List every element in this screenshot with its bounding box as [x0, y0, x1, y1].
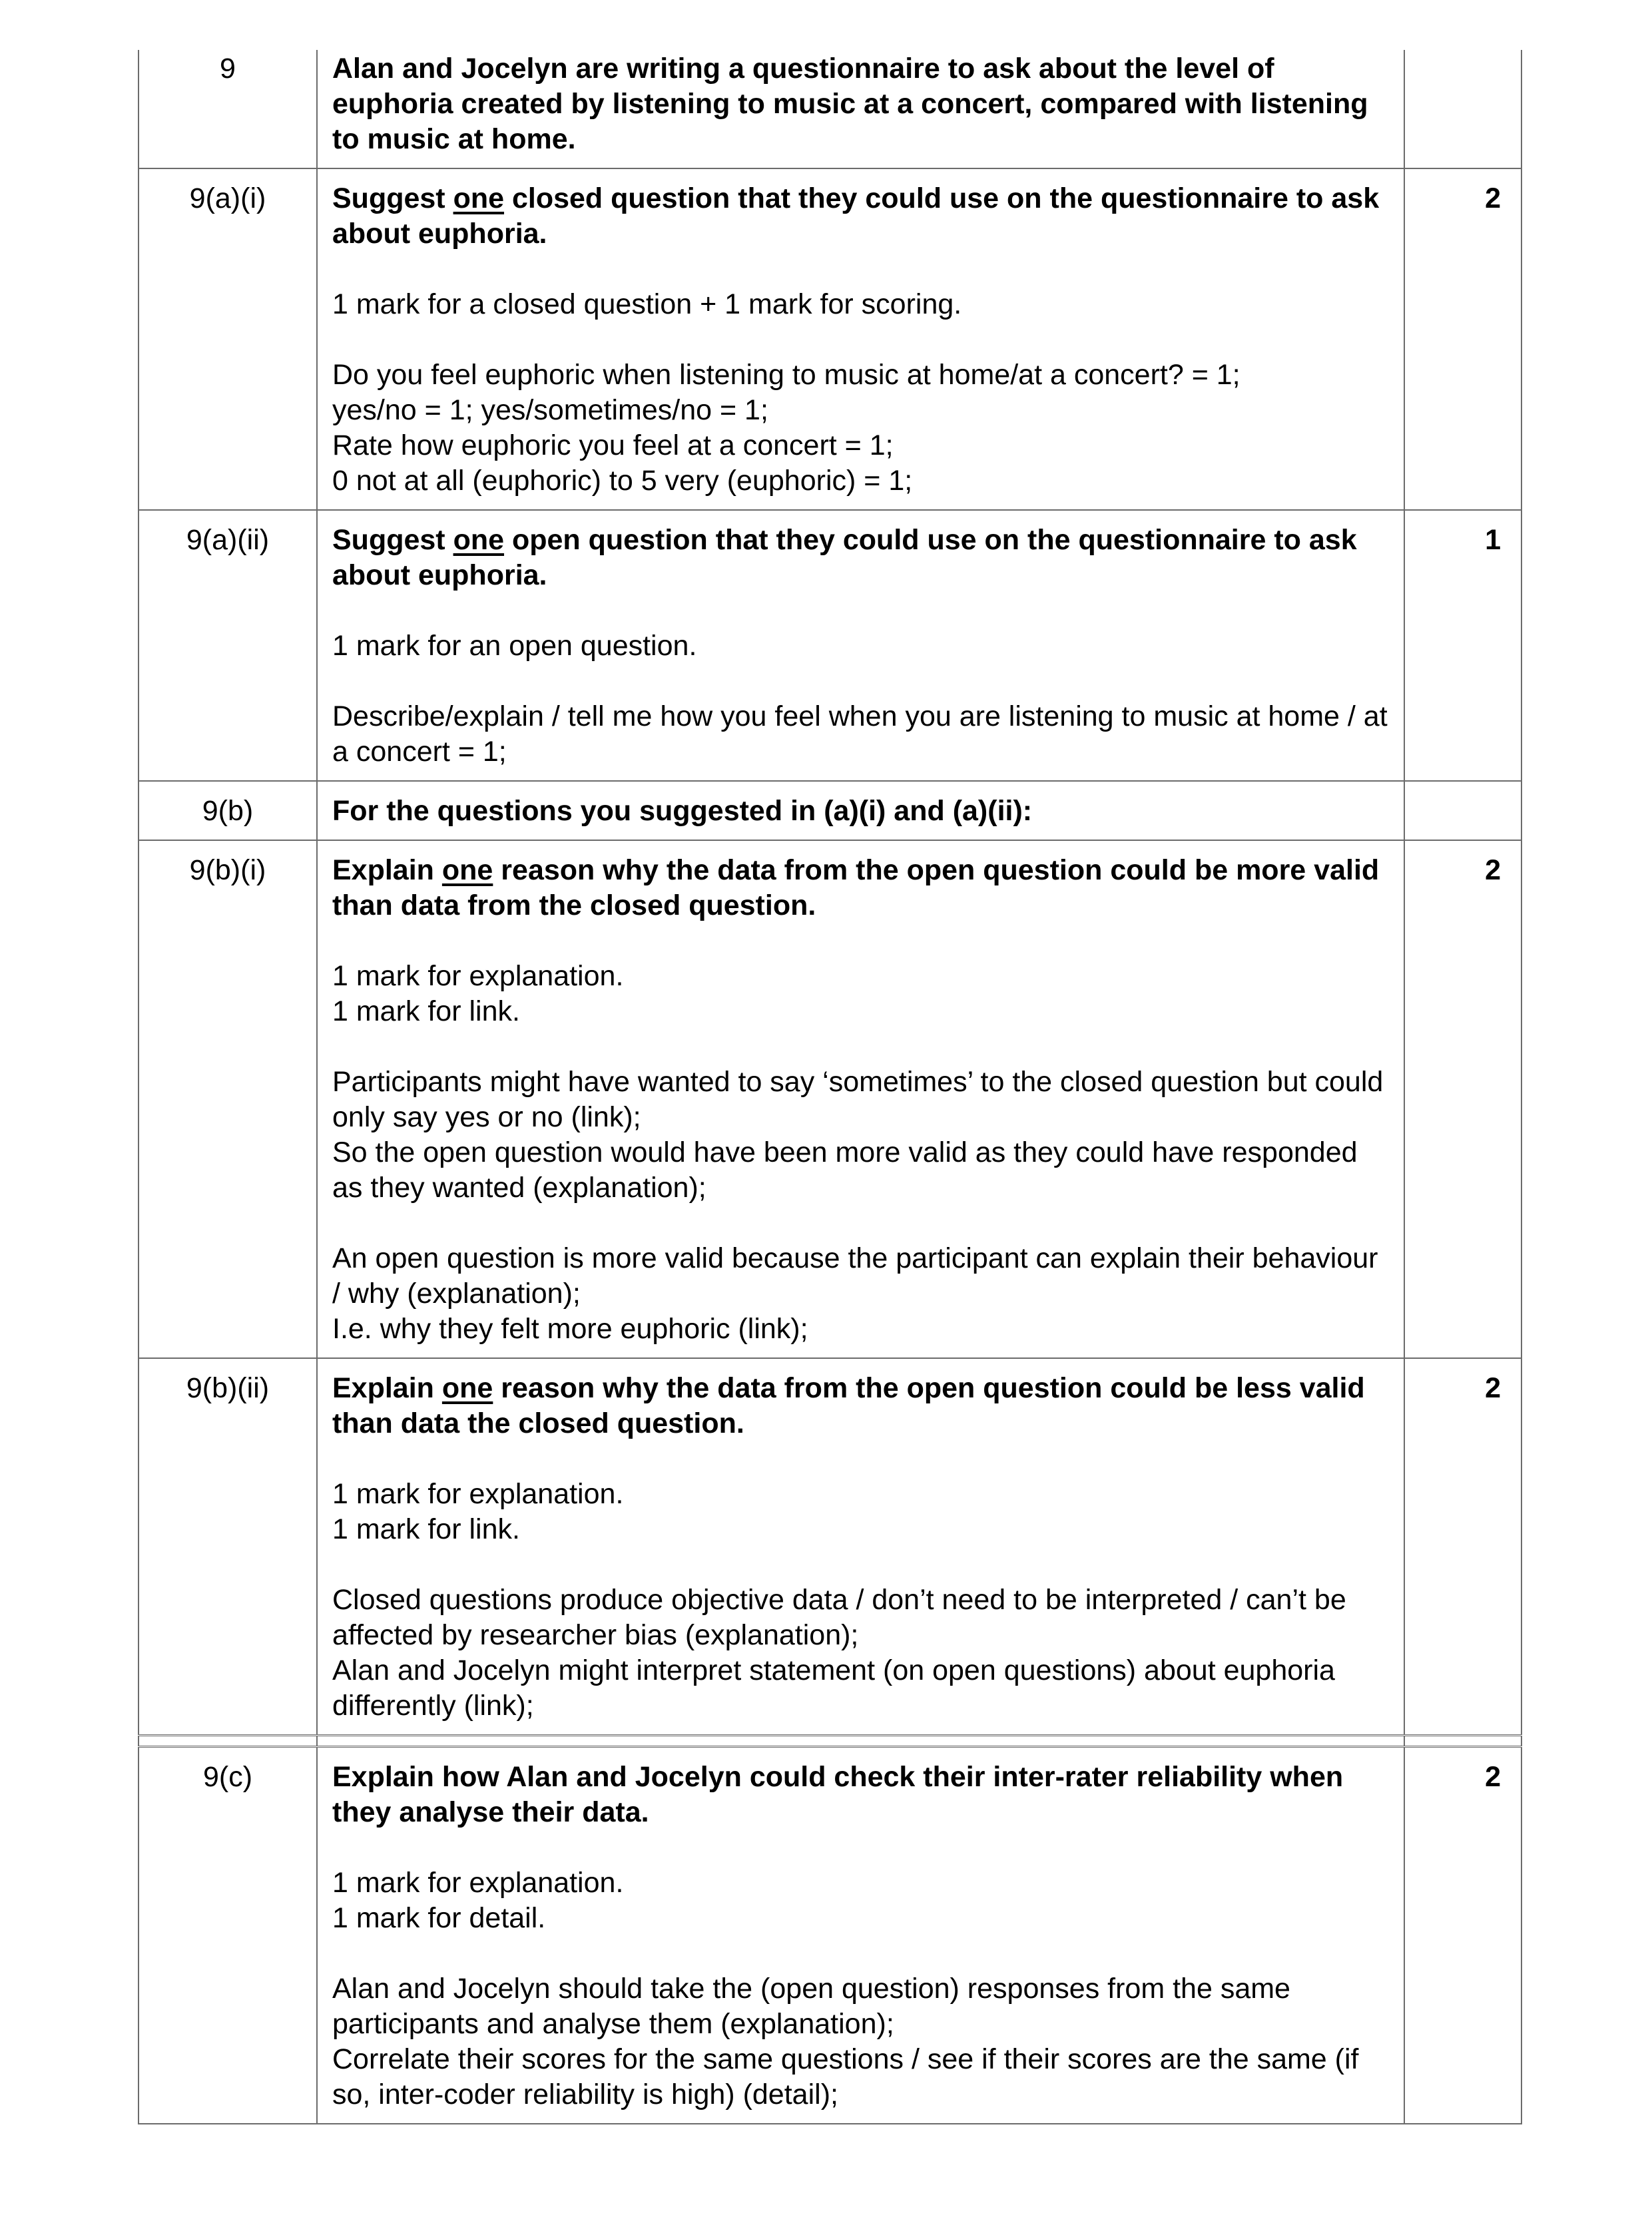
- marking-guidance: 1 mark for explanation. 1 mark for link.: [332, 1478, 624, 1545]
- question-number: 9(b): [138, 781, 317, 840]
- indicative-answers: Describe/explain / tell me how you feel when you are listening to music at home / at a concert = 1;: [332, 700, 1388, 768]
- emphasis-one: one: [441, 1372, 493, 1404]
- question-row-9a-ii: [138, 510, 1521, 781]
- question-number: 9(c): [138, 1747, 317, 2124]
- question-row-9c: [138, 1747, 1521, 2124]
- marks-cell: 2: [1404, 1747, 1521, 2124]
- question-cell: [317, 1747, 1404, 2124]
- marking-guidance: 1 mark for explanation. 1 mark for link.: [332, 960, 624, 1027]
- marks-cell: 2: [1404, 1358, 1521, 1736]
- question-number: 9(b)(ii): [138, 1358, 317, 1736]
- question-cell: [317, 781, 1404, 840]
- emphasis-one: one: [441, 854, 493, 886]
- question-prompt: Suggest one open question that they could use on the questionnaire to ask about euphoria.: [332, 524, 1357, 591]
- question-number: 9(b)(i): [138, 840, 317, 1358]
- question-row-9: [138, 50, 1521, 168]
- marking-guidance: 1 mark for a closed question + 1 mark for scoring.: [332, 288, 962, 320]
- marking-guidance: 1 mark for explanation. 1 mark for detail.: [332, 1867, 624, 1934]
- question-prompt: Explain one reason why the data from the open question could be less valid than data the closed question.: [332, 1372, 1365, 1439]
- question-number: 9: [138, 50, 317, 168]
- question-prompt: Explain one reason why the data from the open question could be more valid than data from the closed question.: [332, 854, 1380, 921]
- mark-scheme-table: [138, 50, 1522, 2124]
- marks-cell: 1: [1404, 510, 1521, 781]
- indicative-answers: Alan and Jocelyn should take the (open question) responses from the same participants and analyse them (explanation); Correlate their scores for the same questions / see if their scores are the same (if so, inter-coder reliability is high) (detail);: [332, 1973, 1359, 2110]
- question-prompt: Alan and Jocelyn are writing a questionnaire to ask about the level of euphoria created by listening to music at a concert, compared with listening to music at home.: [332, 53, 1368, 155]
- question-prompt: For the questions you suggested in (a)(i) and (a)(ii):: [332, 795, 1033, 827]
- marks-cell: [1404, 50, 1521, 168]
- question-row-9b: [138, 781, 1521, 840]
- question-prompt: Suggest one closed question that they could use on the questionnaire to ask about euphoria.: [332, 182, 1380, 250]
- emphasis-one: one: [453, 182, 505, 214]
- marks-cell: 2: [1404, 168, 1521, 510]
- indicative-answers-alt: An open question is more valid because the participant can explain their behaviour / why (explanation); I.e. why they felt more euphoric (link);: [332, 1242, 1378, 1345]
- indicative-answers: Closed questions produce objective data / don’t need to be interpreted / can’t be affected by researcher bias (explanation); Alan and Jocelyn might interpret statement (on open questions) about euphoria differently (link);: [332, 1584, 1346, 1722]
- marking-guidance: 1 mark for an open question.: [332, 630, 697, 662]
- marks-cell: 2: [1404, 840, 1521, 1358]
- question-cell: [317, 50, 1404, 168]
- emphasis-one: one: [453, 524, 505, 556]
- question-number: 9(a)(ii): [138, 510, 317, 781]
- question-row-9b-i: [138, 840, 1521, 1358]
- table-divider: [138, 1736, 1521, 1747]
- indicative-answers: Do you feel euphoric when listening to music at home/at a concert? = 1; yes/no = 1; yes/sometimes/no = 1; Rate how euphoric you feel at a concert = 1; 0 not at all (euphoric) to 5 very (euphoric) = 1;: [332, 359, 1240, 497]
- question-prompt: Explain how Alan and Jocelyn could check their inter-rater reliability when they analyse their data.: [332, 1761, 1344, 1828]
- question-cell: [317, 1358, 1404, 1736]
- indicative-answers: Participants might have wanted to say ‘sometimes’ to the closed question but could only say yes or no (link); So the open question would have been more valid as they could have responded as they wanted (explanation);: [332, 1066, 1384, 1204]
- question-cell: [317, 510, 1404, 781]
- question-number: 9(a)(i): [138, 168, 317, 510]
- question-cell: [317, 840, 1404, 1358]
- question-row-9b-ii: [138, 1358, 1521, 1736]
- question-row-9a-i: [138, 168, 1521, 510]
- marks-cell: [1404, 781, 1521, 840]
- question-cell: [317, 168, 1404, 510]
